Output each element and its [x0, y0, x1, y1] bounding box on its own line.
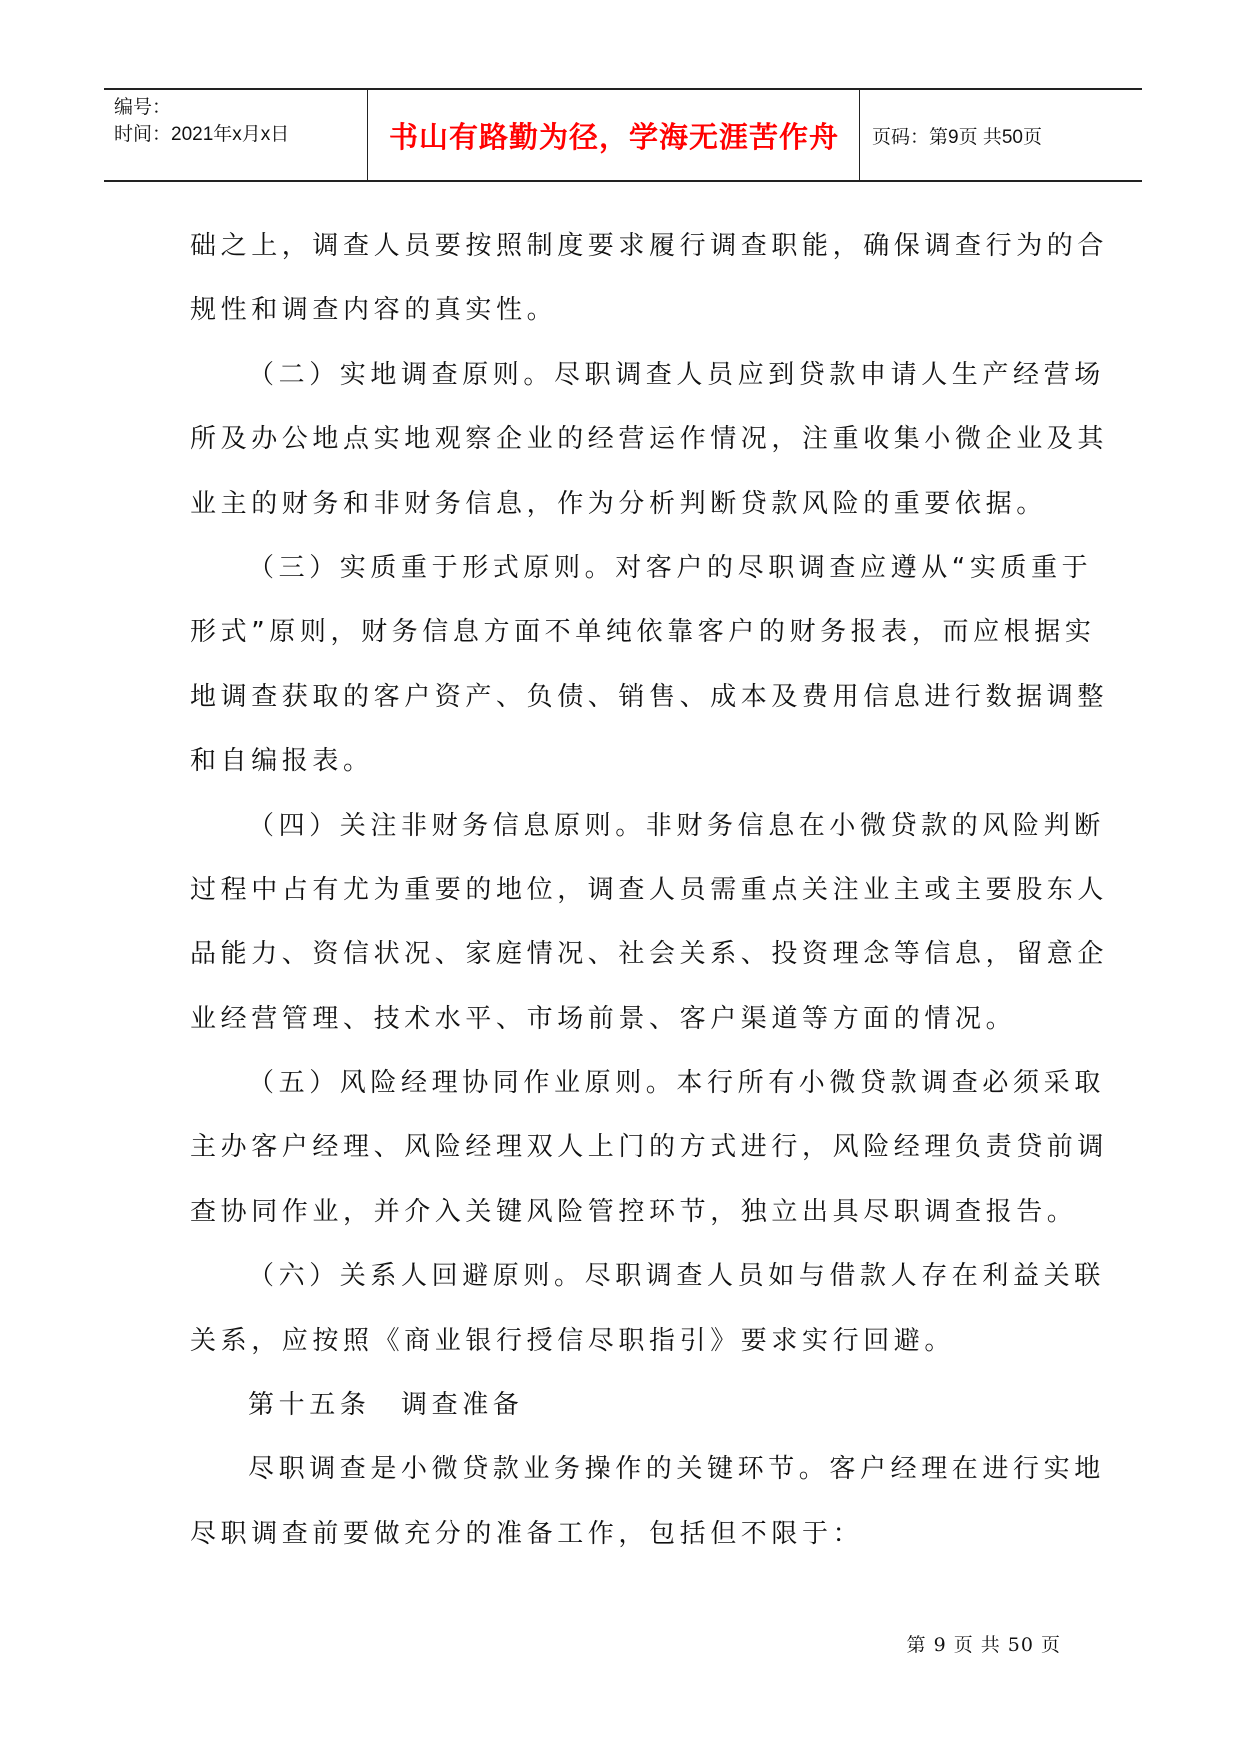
- header-motto: 书山有路勤为径，学海无涯苦作舟: [388, 119, 839, 154]
- text-line: 尽职调查是小微贷款业务操作的关键环节。客户经理在进行实地: [248, 1454, 1105, 1485]
- text-line: 过程中占有尤为重要的地位，调查人员需重点关注业主或主要股东人: [190, 874, 1109, 905]
- header-divider: [367, 90, 368, 180]
- text-line: 和自编报表。: [190, 746, 374, 777]
- text-line: 主办客户经理、风险经理双人上门的方式进行，风险经理负责贷前调: [190, 1132, 1109, 1163]
- header-meta: [114, 94, 369, 148]
- text-line: 形式”原则，财务信息方面不单纯依靠客户的财务报表，而应根据实: [190, 617, 1096, 648]
- document-number-label: 编号：: [114, 97, 172, 118]
- text-line: 尽职调查前要做充分的准备工作，包括但不限于：: [190, 1518, 864, 1549]
- text-line: 业经营管理、技术水平、市场前景、客户渠道等方面的情况。: [190, 1003, 1017, 1034]
- header-divider: [859, 90, 860, 180]
- page-footer: 第 9 页 共 50 页: [906, 1634, 1061, 1656]
- section-heading: 第十五条 调查准备: [248, 1390, 524, 1421]
- document-date-label: 时间：2021年x月x日: [114, 124, 290, 145]
- text-line: （二）实地调查原则。尽职调查人员应到贷款申请人生产经营场: [248, 359, 1105, 390]
- text-line: 品能力、资信状况、家庭情况、社会关系、投资理念等信息，留意企: [190, 939, 1109, 970]
- text-line: 业主的财务和非财务信息，作为分析判断贷款风险的重要依据。: [190, 488, 1047, 519]
- header-page-code: 页码：第9页 共50页: [872, 126, 1042, 148]
- text-line: （五）风险经理协同作业原则。本行所有小微贷款调查必须采取: [248, 1068, 1105, 1099]
- text-line: （三）实质重于形式原则。对客户的尽职调查应遵从“实质重于: [248, 552, 1093, 583]
- text-line: （六）关系人回避原则。尽职调查人员如与借款人存在利益关联: [248, 1261, 1105, 1292]
- document-body: [190, 214, 1109, 1566]
- text-line: 所及办公地点实地观察企业的经营运作情况，注重收集小微企业及其: [190, 424, 1109, 455]
- text-line: 规性和调查内容的真实性。: [190, 295, 558, 326]
- text-line: （四）关注非财务信息原则。非财务信息在小微贷款的风险判断: [248, 810, 1105, 841]
- page-header: [104, 88, 1142, 182]
- text-line: 关系，应按照《商业银行授信尽职指引》要求实行回避。: [190, 1325, 956, 1356]
- text-line: 础之上，调查人员要按照制度要求履行调查职能，确保调查行为的合: [190, 231, 1109, 261]
- text-line: 查协同作业，并介入关键风险管控环节，独立出具尽职调查报告。: [190, 1196, 1078, 1227]
- text-line: 地调查获取的客户资产、负债、销售、成本及费用信息进行数据调整: [190, 681, 1109, 712]
